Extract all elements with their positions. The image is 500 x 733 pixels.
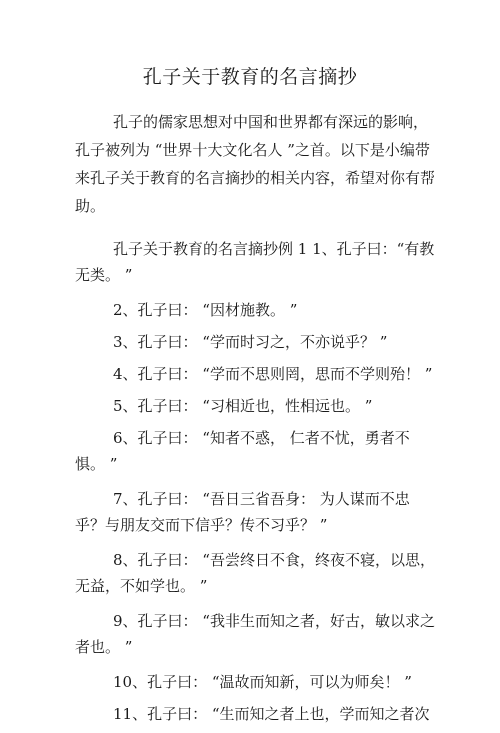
quote-item-5: 5、孔子曰： “习相近也，性相远也。 ” <box>113 397 373 415</box>
document-title: 孔子关于教育的名言摘抄 <box>142 66 358 88</box>
quote-item-9: 9、孔子曰： “我非生而知之者，好古，敏以求之者也。 ” <box>75 612 435 656</box>
quote-item-1: 孔子关于教育的名言摘抄例 1 1、孔子曰：“有教无类。 ” <box>75 240 435 284</box>
quote-item-2: 2、孔子曰： “因材施教。 ” <box>113 301 298 319</box>
quote-item-8: 8、孔子曰： “吾尝终日不食，终夜不寝，以思，无益，不如学也。 ” <box>75 551 435 595</box>
quote-item-4: 4、孔子曰： “学而不思则罔，思而不学则殆！ ” <box>113 365 433 383</box>
quote-item-10: 10、孔子曰： “温故而知新，可以为师矣！ ” <box>113 673 412 691</box>
quote-item-11: 11、孔子曰： “生而知之者上也，学而知之者次 <box>113 705 430 723</box>
quote-item-6: 6、孔子曰： “知者不惑， 仁者不忧，勇者不惧。 ” <box>75 429 410 473</box>
intro-paragraph: 孔子的儒家思想对中国和世界都有深远的影响，孔子被列为 “世界十大文化名人 ”之首。以下是小编带来孔子关于教育的名言摘抄的相关内容，希望对你有帮助。 <box>75 113 436 215</box>
quote-item-3: 3、孔子曰： “学而时习之，不亦说乎？ ” <box>113 333 388 351</box>
quote-item-7: 7、孔子曰： “吾日三省吾身： 为人谋而不忠乎？与朋友交而下信乎？传不习乎？ ” <box>75 490 410 534</box>
quote-list <box>75 236 435 733</box>
